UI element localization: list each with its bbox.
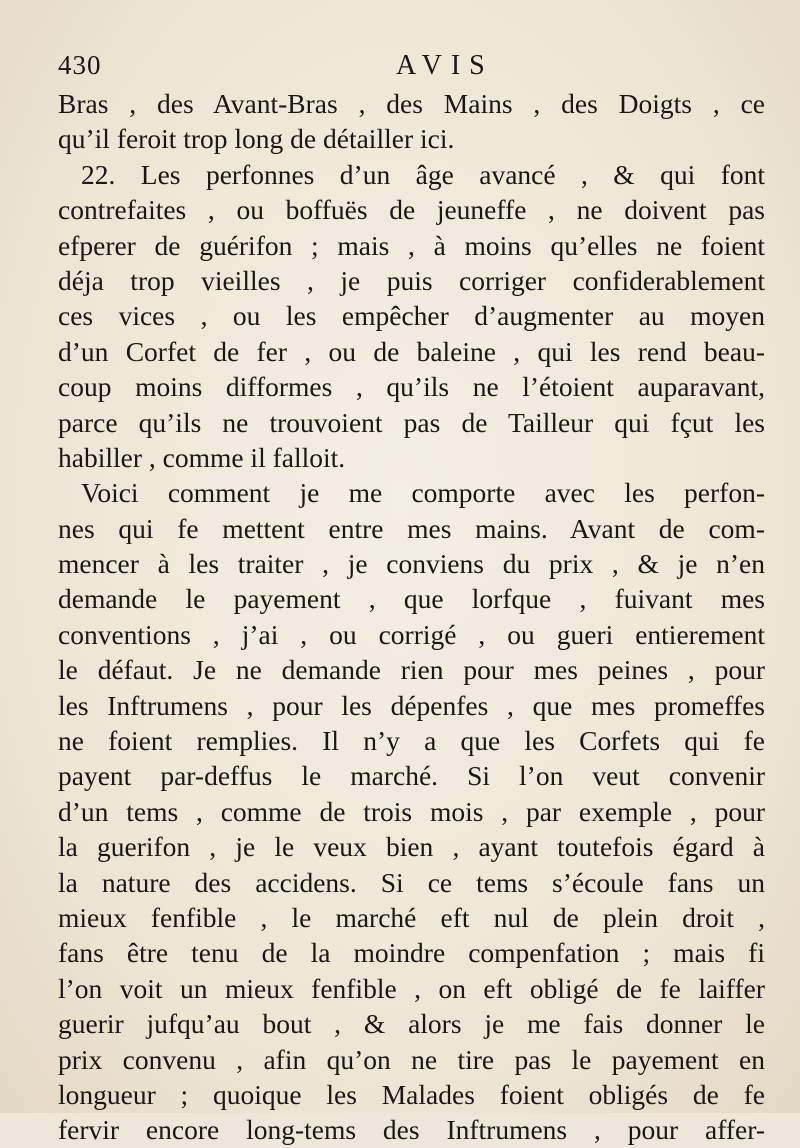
text-line: guerir jufqu’au bout , & alors je me fais donner le — [58, 1008, 765, 1040]
text-line: demande le payement , que lorfque , fuivant mes — [58, 583, 765, 615]
text-line: fans être tenu de la moindre compenfation ; mais fi — [58, 937, 765, 969]
text-line: les Inftrumens , pour les dépenfes , que mes promeffes — [58, 689, 765, 721]
text-line: prix convenu , afin qu’on ne tire pas le payement en — [58, 1043, 765, 1075]
text-line: la guerifon , je le veux bien , ayant toutefois égard à — [58, 831, 765, 863]
text-line: 22. Les perfonnes d’un âge avancé , & qui font — [81, 158, 765, 190]
text-line: mencer à les traiter , je conviens du prix , & je n’en — [58, 548, 765, 580]
text-line: nes qui fe mettent entre mes mains. Avant de com- — [58, 512, 765, 544]
page-number: 430 — [58, 50, 102, 80]
text-line: qu’il feroit trop long de détailler ici. — [58, 123, 455, 155]
text-line: habiller , comme il falloit. — [58, 441, 346, 473]
text-line: conventions , j’ai , ou corrigé , ou gueri entierement — [58, 618, 765, 650]
text-line: d’un tems , comme de trois mois , par exemple , pour — [58, 795, 765, 827]
text-line: longueur ; quoique les Malades foient obligés de fe — [58, 1078, 765, 1110]
page-header — [58, 50, 760, 86]
text-line: contrefaites , ou boffuës de jeuneffe , ne doivent pas — [58, 194, 765, 226]
text-line: ne foient remplies. Il n’y a que les Corfets qui fe — [58, 725, 765, 757]
text-line: fervir encore long-tems des Inftrumens , pour affer- — [58, 1114, 765, 1146]
running-title: AVIS — [396, 50, 494, 81]
text-line: Voici comment je me comporte avec les perfon- — [81, 477, 765, 509]
text-line: la nature des accidens. Si ce tems s’écoule fans un — [58, 866, 765, 898]
text-line: coup moins difformes , qu’ils ne l’étoient auparavant, — [58, 371, 765, 403]
text-line: efperer de guérifon ; mais , à moins qu’elles ne foient — [58, 229, 765, 261]
text-line: payent par-deffus le marché. Si l’on veut convenir — [58, 760, 765, 792]
text-line: mieux fenfible , le marché eft nul de plein droit , — [58, 901, 765, 933]
text-line: Bras , des Avant-Bras , des Mains , des Doigts , ce — [58, 88, 765, 119]
text-line: d’un Corfet de fer , ou de baleine , qui les rend beau- — [58, 335, 765, 367]
text-line: déja trop vieilles , je puis corriger confiderablement — [58, 264, 765, 296]
text-line: ces vices , ou les empêcher d’augmenter au moyen — [58, 300, 765, 332]
text-line: parce qu’ils ne trouvoient pas de Tailleur qui fçut les — [58, 406, 765, 438]
text-line: l’on voit un mieux fenfible , on eft obligé de fe laiffer — [58, 972, 765, 1004]
text-line: le défaut. Je ne demande rien pour mes peines , pour — [58, 654, 765, 686]
body-text — [58, 86, 765, 1148]
